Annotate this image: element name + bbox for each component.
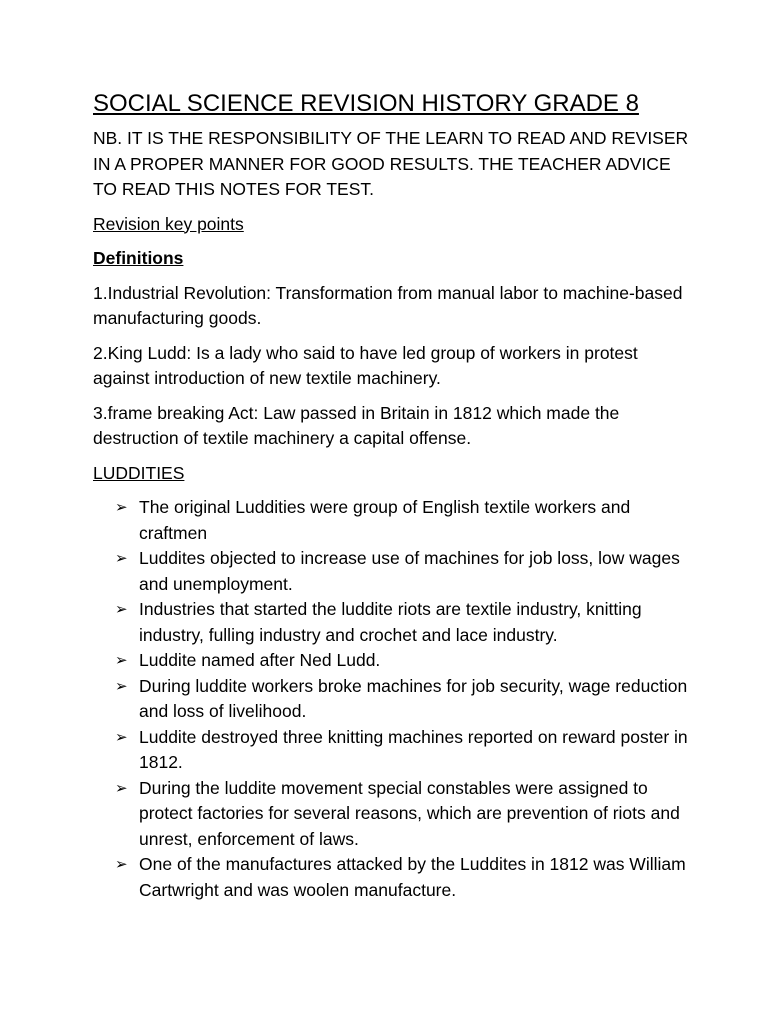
list-item — [93, 776, 693, 853]
list-item — [93, 674, 693, 725]
definitions-heading-text: Definitions — [93, 248, 184, 268]
arrow-bullet-icon: ➢ — [115, 728, 128, 746]
arrow-bullet-icon: ➢ — [115, 779, 128, 797]
definition-item: 3.frame breaking Act: Law passed in Britain in 1812 which made the destruction of textile machinery a capital offense. — [93, 402, 620, 448]
luddites-bullet-list — [93, 495, 693, 903]
list-item-text: Luddite destroyed three knitting machines reported on reward poster in 1812. — [139, 726, 688, 772]
arrow-bullet-icon: ➢ — [115, 652, 128, 669]
list-item-text: Industries that started the luddite riots are textile industry, knitting industry, fulling industry and crochet and lace industry. — [139, 599, 642, 645]
definitions-heading — [93, 246, 693, 272]
arrow-bullet-icon: ➢ — [115, 601, 128, 618]
list-item — [93, 495, 693, 546]
arrow-bullet-icon: ➢ — [115, 499, 128, 516]
responsibility-note: NB. IT IS THE RESPONSIBILITY OF THE LEARN TO READ AND REVISER IN A PROPER MANNER FOR GOOD RESULTS. THE TEACHER ADVICE TO READ THIS NOTES FOR TEST. — [93, 128, 689, 199]
definition-item: 2.King Ludd: Is a lady who said to have led group of workers in protest against introduction of new textile machinery. — [93, 342, 638, 388]
arrow-bullet-icon: ➢ — [115, 856, 128, 873]
document-page — [93, 88, 693, 903]
revision-heading — [93, 212, 693, 238]
revision-heading-text: Revision key points — [93, 213, 244, 234]
list-item-text: One of the manufactures attacked by the Luddites in 1812 was William Cartwright and was woolen manufacture. — [139, 854, 686, 900]
list-item — [93, 725, 693, 776]
list-item — [93, 546, 693, 597]
section-heading — [93, 461, 693, 487]
document-title: SOCIAL SCIENCE REVISION HISTORY GRADE 8 — [93, 90, 639, 117]
list-item-text: Luddite named after Ned Ludd. — [139, 650, 381, 670]
section-heading-text: LUDDITIES — [93, 462, 185, 483]
list-item-text: Luddites objected to increase use of machines for job loss, low wages and unemployment. — [139, 548, 680, 594]
list-item-text: During the luddite movement special constables were assigned to protect factories for several reasons, which are prevention of riots and unrest, enforcement of laws. — [139, 777, 680, 849]
arrow-bullet-icon: ➢ — [115, 677, 128, 695]
list-item — [93, 852, 693, 903]
list-item — [93, 648, 693, 674]
list-item-text: During luddite workers broke machines for job security, wage reduction and loss of livelihood. — [139, 675, 688, 721]
arrow-bullet-icon: ➢ — [115, 550, 128, 567]
definition-item: 1.Industrial Revolution: Transformation from manual labor to machine-based manufacturing goods. — [93, 282, 683, 328]
list-item — [93, 597, 693, 648]
list-item-text: The original Luddities were group of English textile workers and craftmen — [139, 497, 631, 543]
